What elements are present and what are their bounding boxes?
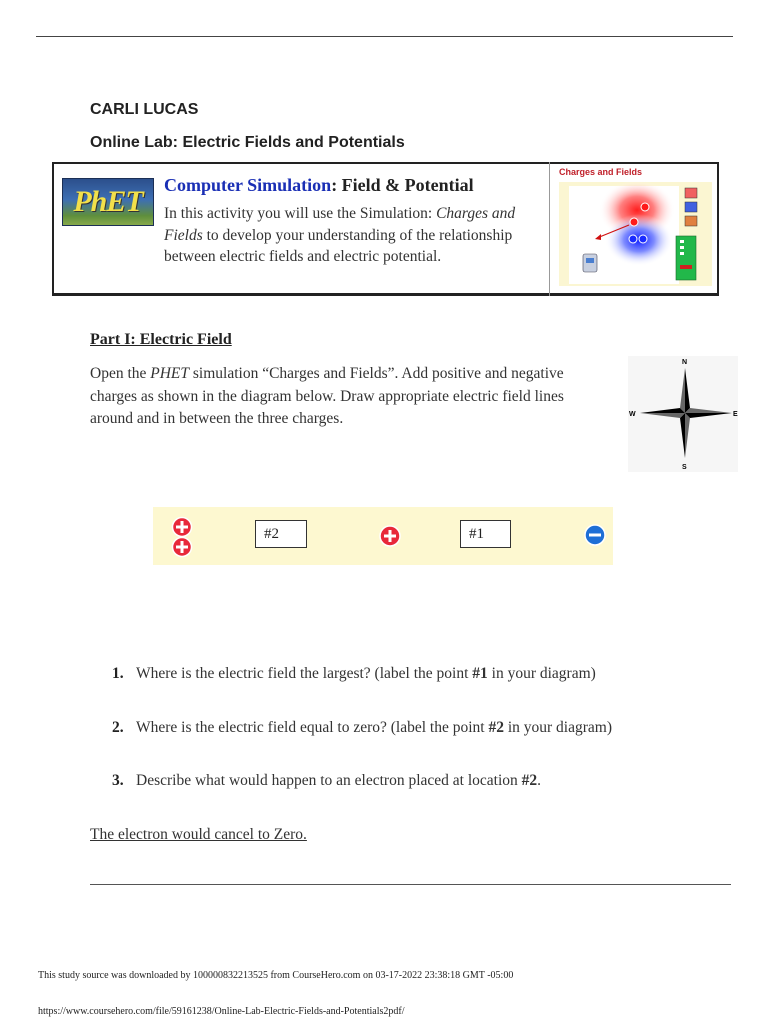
double-positive-charge: [173, 518, 192, 557]
phet-logo: PhET: [62, 178, 154, 226]
compass-south: S: [682, 464, 687, 471]
banner-border: [717, 162, 719, 296]
banner-divider: [549, 162, 550, 296]
part-one-heading: Part I: Electric Field: [90, 331, 232, 348]
simulation-thumbnail: [559, 166, 712, 286]
positive-charge: [380, 526, 400, 546]
compass-rose-icon: [628, 356, 738, 472]
compass-west: W: [629, 411, 636, 418]
charges-layer: [153, 507, 613, 565]
question-1: 1. Where is the electric field the largest? (label the point #1 in your diagram): [112, 665, 596, 682]
student-name: CARLI LUCAS: [90, 101, 199, 118]
top-divider: [36, 36, 733, 37]
point-label-1: #1: [460, 520, 511, 548]
part-one-instructions: Open the PHET simulation “Charges and Fields”. Add positive and negative charges as shown in the diagram below. Draw appropriate electric field lines around and in between the three charges.: [90, 365, 564, 427]
simulation-title: Computer Simulation: Field & Potential: [164, 175, 474, 195]
answer-text: The electron would cancel to Zero.: [90, 826, 307, 843]
question-3: 3. Describe what would happen to an electron placed at location #2.: [112, 772, 542, 789]
answer-line: [90, 884, 731, 885]
download-notice: This study source was downloaded by 100000832213525 from CourseHero.com on 03-17-2022 23:38:18 GMT -05:00: [38, 970, 514, 981]
compass-north: N: [682, 359, 688, 366]
simulation-description: In this activity you will use the Simulation: Charges and Fields to develop your understanding of the relationship between electric fields and electric potential.: [164, 205, 516, 265]
banner-border: [52, 162, 54, 296]
negative-charge: [585, 525, 605, 545]
compass-east: E: [733, 411, 738, 418]
question-2: 2. Where is the electric field equal to zero? (label the point #2 in your diagram): [112, 719, 613, 736]
lab-title: Online Lab: Electric Fields and Potentials: [90, 134, 405, 151]
thumbnail-title: Charges and Fields: [559, 167, 643, 177]
source-url: https://www.coursehero.com/file/59161238/Online-Lab-Electric-Fields-and-Potentials2pdf/: [38, 1006, 405, 1017]
point-label-2: #2: [255, 520, 307, 548]
charge-diagram: [153, 507, 613, 565]
